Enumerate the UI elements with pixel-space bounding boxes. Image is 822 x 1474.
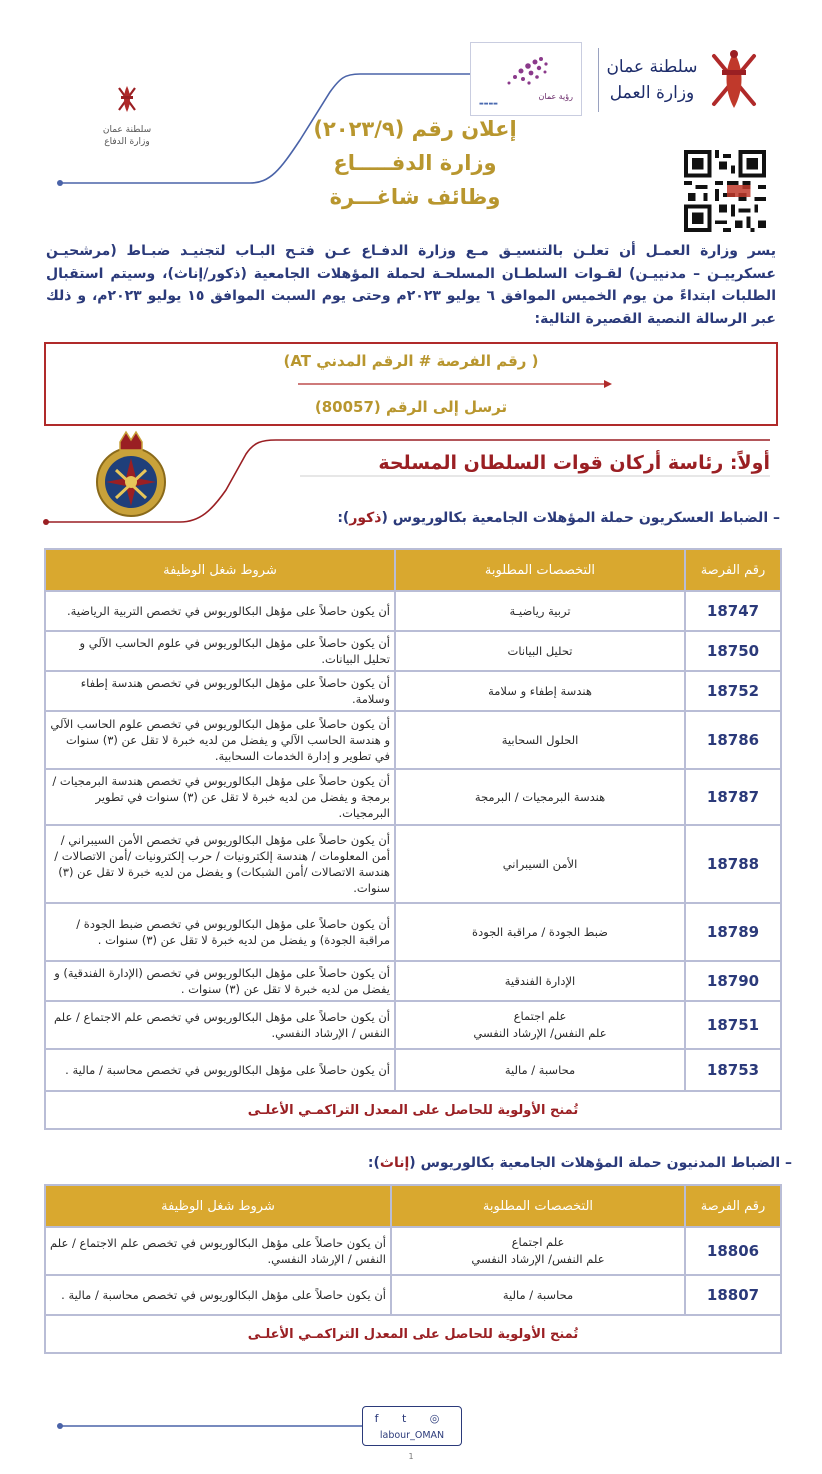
specialization: الحلول السحابية <box>395 711 685 769</box>
header-opportunity-number: رقم الفرصة <box>685 549 781 591</box>
jobs-table-male <box>44 548 782 1130</box>
mol-name <box>606 54 698 106</box>
opportunity-number: 18753 <box>685 1049 781 1091</box>
armed-forces-crest-icon <box>86 428 176 520</box>
table-row <box>45 825 781 903</box>
mol-name-line1: سلطنة عمان <box>606 57 698 77</box>
opportunity-number: 18786 <box>685 711 781 769</box>
table-row <box>45 711 781 769</box>
social-footer[interactable] <box>362 1406 462 1446</box>
table1-subtitle-suffix: ): <box>337 510 350 526</box>
job-condition: أن يكون حاصلاً على مؤهل البكالوريوس في تخصص هندسة إطفاء وسلامة. <box>45 671 395 711</box>
specialization: محاسبة / مالية <box>391 1275 685 1315</box>
header-specializations: التخصصات المطلوبة <box>395 549 685 591</box>
mol-separator <box>598 48 599 112</box>
table1-subtitle <box>160 510 780 526</box>
specialization: علم اجتماع علم النفس/ الإرشاد النفسي <box>395 1001 685 1049</box>
job-condition: أن يكون حاصلاً على مؤهل البكالوريوس في تخصص علوم الحاسب الآلي و هندسة الحاسب الآلي و يفضل من لديه خبرة لا تقل عن (٣) سنوات في تطوير و إدارة الخدمات السحابية. <box>45 711 395 769</box>
table-row <box>45 1001 781 1049</box>
table2-subtitle-highlight: إناث <box>379 1155 410 1171</box>
table-row <box>45 769 781 825</box>
table1-subtitle-prefix: – الضباط العسكريون حملة المؤهلات الجامعية بكالوريوس ( <box>381 510 780 526</box>
table2-subtitle-prefix: – الضباط المدنيون حملة المؤهلات الجامعية بكالوريوس ( <box>409 1155 792 1171</box>
table2-subtitle <box>160 1155 792 1171</box>
sms-format: ( رقم الفرصة # الرقم المدني AT) <box>283 352 539 370</box>
opportunity-number: 18750 <box>685 631 781 671</box>
specialization: ضبط الجودة / مراقبة الجودة <box>395 903 685 961</box>
priority-note: تُمنح الأولوية للحاصل على المعدل التراكمـي الأعلـى <box>45 1315 781 1353</box>
specialization: الإدارة الفندقية <box>395 961 685 1001</box>
opportunity-number: 18751 <box>685 1001 781 1049</box>
oman-vision-logo <box>470 42 582 116</box>
vision-swirl-icon <box>501 53 553 93</box>
job-condition: أن يكون حاصلاً على مؤهل البكالوريوس في تخصص ضبط الجودة / مراقبة الجودة) و يفضل من لديه خبرة لا تقل عن (٣) سنوات . <box>45 903 395 961</box>
intro-paragraph: يسر وزارة العمـل أن تعلـن بالتنسيـق مـع وزارة الدفـاع عـن فتـح البـاب لتجنيـد ضبـاط (مرشحيـن عسكرييـن – مدنييـن) لقـوات السلطـان المسلحـة لحملة المؤهلات الجامعية (ذكور/إناث)، وسيتم استقبال الطلبات ابتداءً من يوم الخميس الموافق ٦ يوليو ٢٠٢٣م وحتى يوم السبت الموافق ١٥ يوليو ٢٠٢٣م، و ذلك عبر الرسالة النصية القصيرة التالية: <box>46 243 776 327</box>
opportunity-number: 18806 <box>685 1227 781 1275</box>
table-row <box>45 671 781 711</box>
job-condition: أن يكون حاصلاً على مؤهل البكالوريوس في تخصص محاسبة / مالية . <box>45 1049 395 1091</box>
sms-instruction-box <box>44 342 778 426</box>
priority-note-row <box>45 1091 781 1129</box>
specialization: محاسبة / مالية <box>395 1049 685 1091</box>
table1-subtitle-highlight: ذكور <box>349 510 382 526</box>
table-row <box>45 1227 781 1275</box>
jobs-table-female <box>44 1184 782 1354</box>
job-condition: أن يكون حاصلاً على مؤهل البكالوريوس في تخصص (الإدارة الفندقية) و يفضل من لديه خبرة لا تقل عن (٣) سنوات . <box>45 961 395 1001</box>
job-condition: أن يكون حاصلاً على مؤهل البكالوريوس في علوم الحاسب الآلي و تحليل البيانات. <box>45 631 395 671</box>
job-condition: أن يكون حاصلاً على مؤهل البكالوريوس في تخصص محاسبة / مالية . <box>45 1275 391 1315</box>
table-row <box>45 1049 781 1091</box>
header-job-conditions: شروط شغل الوظيفة <box>45 1185 391 1227</box>
specialization: علم اجتماع علم النفس/ الإرشاد النفسي <box>391 1227 685 1275</box>
qr-code-icon <box>684 150 766 232</box>
title-line1: إعلان رقم (٢٠٢٣/٩) <box>313 117 517 141</box>
opportunity-number: 18789 <box>685 903 781 961</box>
job-condition: أن يكون حاصلاً على مؤهل البكالوريوس في تخصص هندسة البرمجيات / برمجة و يفضل من لديه خبرة لا تقل عن (٣) سنوات في تطوير البرمجيات. <box>45 769 395 825</box>
header-opportunity-number: رقم الفرصة <box>685 1185 781 1227</box>
header-specializations: التخصصات المطلوبة <box>391 1185 685 1227</box>
opportunity-number: 18790 <box>685 961 781 1001</box>
job-condition: أن يكون حاصلاً على مؤهل البكالوريوس في تخصص الأمن السيبراني /أمن المعلومات / هندسة إلكترونيات / حرب إلكترونيات /أمن الاتصالات / هندسة الاتصالات /أمن الشبكات) و يفضل من لديه خبرة لا تقل عن (٣) سنوات. <box>45 825 395 903</box>
job-condition: أن يكون حاصلاً على مؤهل البكالوريوس في تخصص علم الاجتماع / علم النفس / الإرشاد النفسي. <box>45 1001 395 1049</box>
table2-subtitle-suffix: ): <box>367 1155 380 1171</box>
specialization: الأمن السيبراني <box>395 825 685 903</box>
table-row <box>45 961 781 1001</box>
priority-note: تُمنح الأولوية للحاصل على المعدل التراكمـي الأعلـى <box>45 1091 781 1129</box>
priority-note-row <box>45 1315 781 1353</box>
social-handle[interactable]: labour_OMAN <box>379 1430 445 1441</box>
mod-name-line1: سلطنة عمان <box>102 125 152 135</box>
specialization: هندسة إطفاء و سلامة <box>395 671 685 711</box>
header-job-conditions: شروط شغل الوظيفة <box>45 549 395 591</box>
arrow-right-icon <box>298 380 612 388</box>
opportunity-number: 18787 <box>685 769 781 825</box>
section-title: أولاً: رئاسة أركان قوات السلطان المسلحة <box>378 452 770 474</box>
mol-name-line2: وزارة العمل <box>609 83 695 103</box>
job-condition: أن يكون حاصلاً على مؤهل البكالوريوس في تخصص التربية الرياضية. <box>45 591 395 631</box>
title-line3: وظائف شاغـــرة <box>329 185 501 209</box>
specialization: تربية رياضيـة <box>395 591 685 631</box>
table-header-row <box>45 549 781 591</box>
announcement-title <box>280 112 550 214</box>
specialization: تحليل البيانات <box>395 631 685 671</box>
mol-logo <box>598 40 768 122</box>
table-row <box>45 591 781 631</box>
oman-khanjar-emblem-icon <box>706 46 762 112</box>
table-row <box>45 631 781 671</box>
table-row <box>45 1275 781 1315</box>
table-header-row <box>45 1185 781 1227</box>
opportunity-number: 18807 <box>685 1275 781 1315</box>
vision-subtext: ▬▬▬▬ <box>479 101 498 107</box>
title-line2: وزارة الدفـــــاع <box>333 151 497 175</box>
opportunity-number: 18752 <box>685 671 781 711</box>
oman-emblem-icon <box>114 84 140 114</box>
vision-text: رؤية عمان <box>538 92 573 101</box>
social-icons[interactable]: f t ◎ <box>374 1412 450 1425</box>
mod-name-line2: وزارة الدفاع <box>104 137 150 147</box>
mod-logo <box>72 84 182 148</box>
specialization: هندسة البرمجيات / البرمجة <box>395 769 685 825</box>
opportunity-number: 18788 <box>685 825 781 903</box>
job-condition: أن يكون حاصلاً على مؤهل البكالوريوس في تخصص علم الاجتماع / علم النفس / الإرشاد النفسي. <box>45 1227 391 1275</box>
sms-send-to: ترسل إلى الرقم (80057) <box>314 398 508 416</box>
page-number: 1 <box>408 1452 414 1461</box>
table-row <box>45 903 781 961</box>
opportunity-number: 18747 <box>685 591 781 631</box>
